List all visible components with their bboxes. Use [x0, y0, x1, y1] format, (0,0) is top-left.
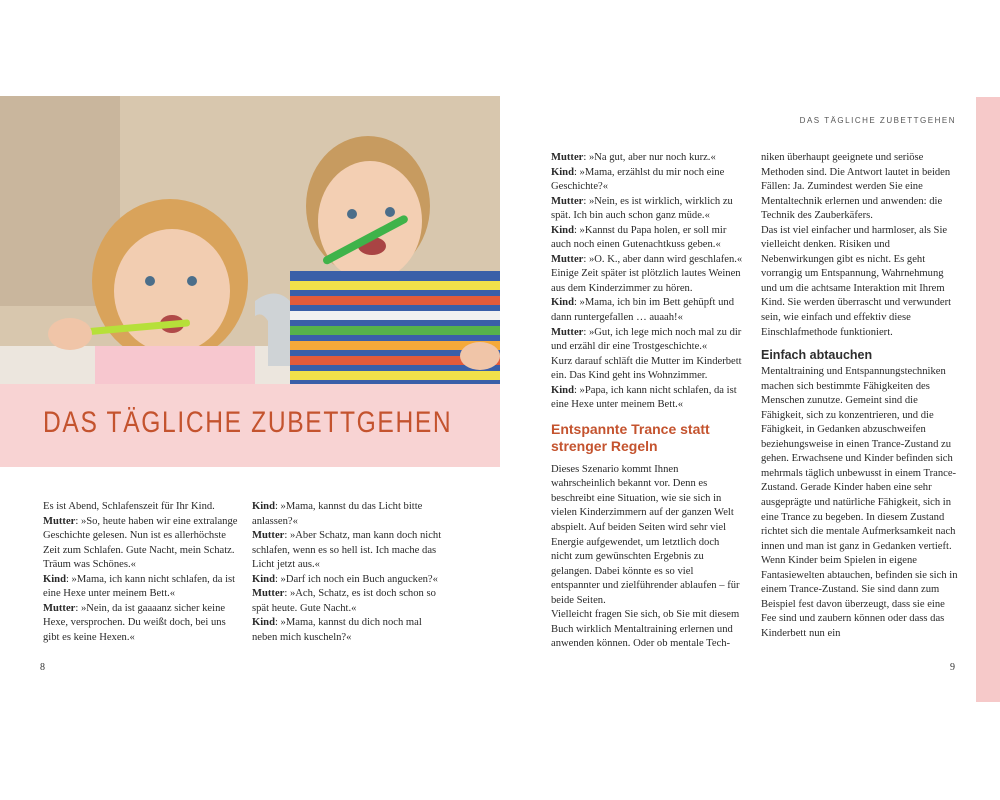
dialogue-line: Mutter: »Gut, ich lege mich noch mal zu dir und erzähl dir eine Trostgeschichte.« [551, 326, 742, 353]
paragraph: Mentaltraining und Entspannungstechniken machen sich bestimmte Fähigkeiten des Menschen zunutze. Gemeint sind die Fähigkeit, sich zu konzentrieren, und die Fähigkeit, in Gedanken abzuschweifen beziehungsweise in einen Trance-Zustand zu gehen. Erwachsene und Kinder befinden sich mehrmals täglich unbewusst in einem Trance-Zustand. Gerade Kinder haben eine sehr ausgeprägte und natürliche Fähigkeit, sich in eine Trance zu begeben. In diesem Zustand richtet sich die mentale Aufmerksamkeit nach innen und man ist ganz in Gedanken vertieft. Wenn Kinder beim Spielen in eigene Fantasiewelten abtauchen, befinden sie sich in einem Trance-Zustand. Sie sind dann zum Beispiel fest davon überzeugt, dass sie eine Fee sind und zaubern können oder dass das Kinderbett nun ein [761, 366, 958, 639]
paragraph: Das ist viel einfacher und harmloser, als Sie vielleicht denken. Risiken und Nebenwirkungen gibt es nicht. Es geht vorrangig um Entspannung, Wahrnehmung und um die achtsame Interaktion mit Ihrem Kind. Sie werden überrascht und verwundert sein, wie einfach und effektiv diese Einschlafmethode funktioniert. [761, 224, 952, 338]
page-number-left: 8 [40, 662, 45, 673]
chapter-title: DAS TÄGLICHE ZUBETTGEHEN [43, 406, 453, 439]
dialogue-line: Kind: »Mama, ich kann nicht schlafen, da ist eine Hexe unter meinem Bett.« [43, 573, 236, 600]
section-heading-abtauchen: Einfach abtauchen [761, 348, 873, 363]
dialogue-line: Kind: »Mama, kannst du dich noch mal neben mich kuscheln?« [252, 617, 422, 643]
paragraph: Einige Zeit später ist plötzlich lautes Weinen aus dem Kinderzimmer zu hören. [551, 268, 741, 294]
paragraph: Es ist Abend, Schlafenszeit für Ihr Kind. [43, 501, 215, 512]
dialogue-line: Mutter: »Na gut, aber nur noch kurz.« [551, 152, 716, 163]
photo-illustration [0, 96, 500, 384]
dialogue-line: Mutter: »Aber Schatz, man kann doch nicht schlafen, wenn es so hell ist. Ich mache das Licht jetzt aus.« [252, 530, 442, 571]
dialogue-line: Kind: »Papa, ich kann nicht schlafen, da ist eine Hexe unter meinem Bett.« [551, 384, 737, 411]
children-brushing-teeth-photo [0, 96, 500, 384]
paragraph: Dieses Szenario kommt Ihnen wahrscheinlich bekannt vor. Denn es beschreibt eine Situation, wie sie sich in vielen Kinderzimmern auf der ganzen Welt abspielt. Auf beiden Seiten wird sehr viel Energie aufgewendet, um letztlich doch nicht zum gewünschten Ergebnis zu gelangen. Dabei könnte es so viel entspannter und zielführender ablaufen – für beide Seiten. [551, 463, 740, 606]
dialogue-line: Mutter: »O. K., aber dann wird geschlafen.« [551, 253, 743, 265]
chapter-side-tab [976, 97, 1000, 702]
dialogue-line: Kind: »Kannst du Papa holen, er soll mir auch noch einen Gutenachtkuss geben.« [551, 224, 727, 251]
dialogue-line: Mutter: »So, heute haben wir eine extralange Geschichte gelesen. Nun ist es allerhöchste Zeit zum Schlafen. Gute Nacht, mein Schatz. Träum was Schönes.« [43, 515, 238, 571]
paragraph: Kurz darauf schläft die Mutter im Kinderbett ein. Das Kind geht ins Wohnzimmer. [551, 355, 742, 382]
section-heading-trance: Entspannte Trance statt strenger Regeln [551, 420, 710, 454]
dialogue-line: Mutter: »Nein, es ist wirklich, wirklich zu spät. Ich bin auch schon ganz müde.« [551, 195, 733, 222]
dialogue-line: Kind: »Mama, kannst du das Licht bitte anlassen?« [252, 501, 423, 527]
text-column-2 [252, 500, 448, 645]
dialogue-line: Kind: »Darf ich noch ein Buch angucken?« [252, 573, 438, 585]
text-column-1 [43, 500, 239, 645]
dialogue-line: Mutter: »Nein, da ist gaaaanz sicher keine Hexe, versprochen. Du weißt doch, bei uns gibt es keine Hexen.« [43, 602, 226, 643]
dialogue-line: Mutter: »Ach, Schatz, es ist doch schon so spät heute. Gute Nacht.« [252, 588, 436, 614]
dialogue-line: Kind: »Mama, erzählst du mir noch eine Geschichte?« [551, 166, 725, 193]
paragraph: Vielleicht fragen Sie sich, ob Sie mit diesem Buch wirklich Mentaltraining erlernen und anwenden können. Oder ob mentale Tech- [551, 609, 740, 650]
paragraph: niken überhaupt geeignete und seriöse Methoden sind. Die Antwort lautet in beiden Fällen: Ja. Zumindest werden Sie eine Mentaltechnik erlernen und anwenden: die Technik des Zauberkäfers. [761, 152, 951, 222]
running-head: DAS TÄGLICHE ZUBETTGEHEN [799, 116, 956, 125]
dialogue-line: Kind: »Mama, ich bin im Bett gehüpft und dann runtergefallen … auaah!« [551, 297, 735, 324]
text-column-3 [551, 151, 743, 652]
page-number-right: 9 [950, 662, 955, 673]
text-column-4 [761, 151, 961, 642]
